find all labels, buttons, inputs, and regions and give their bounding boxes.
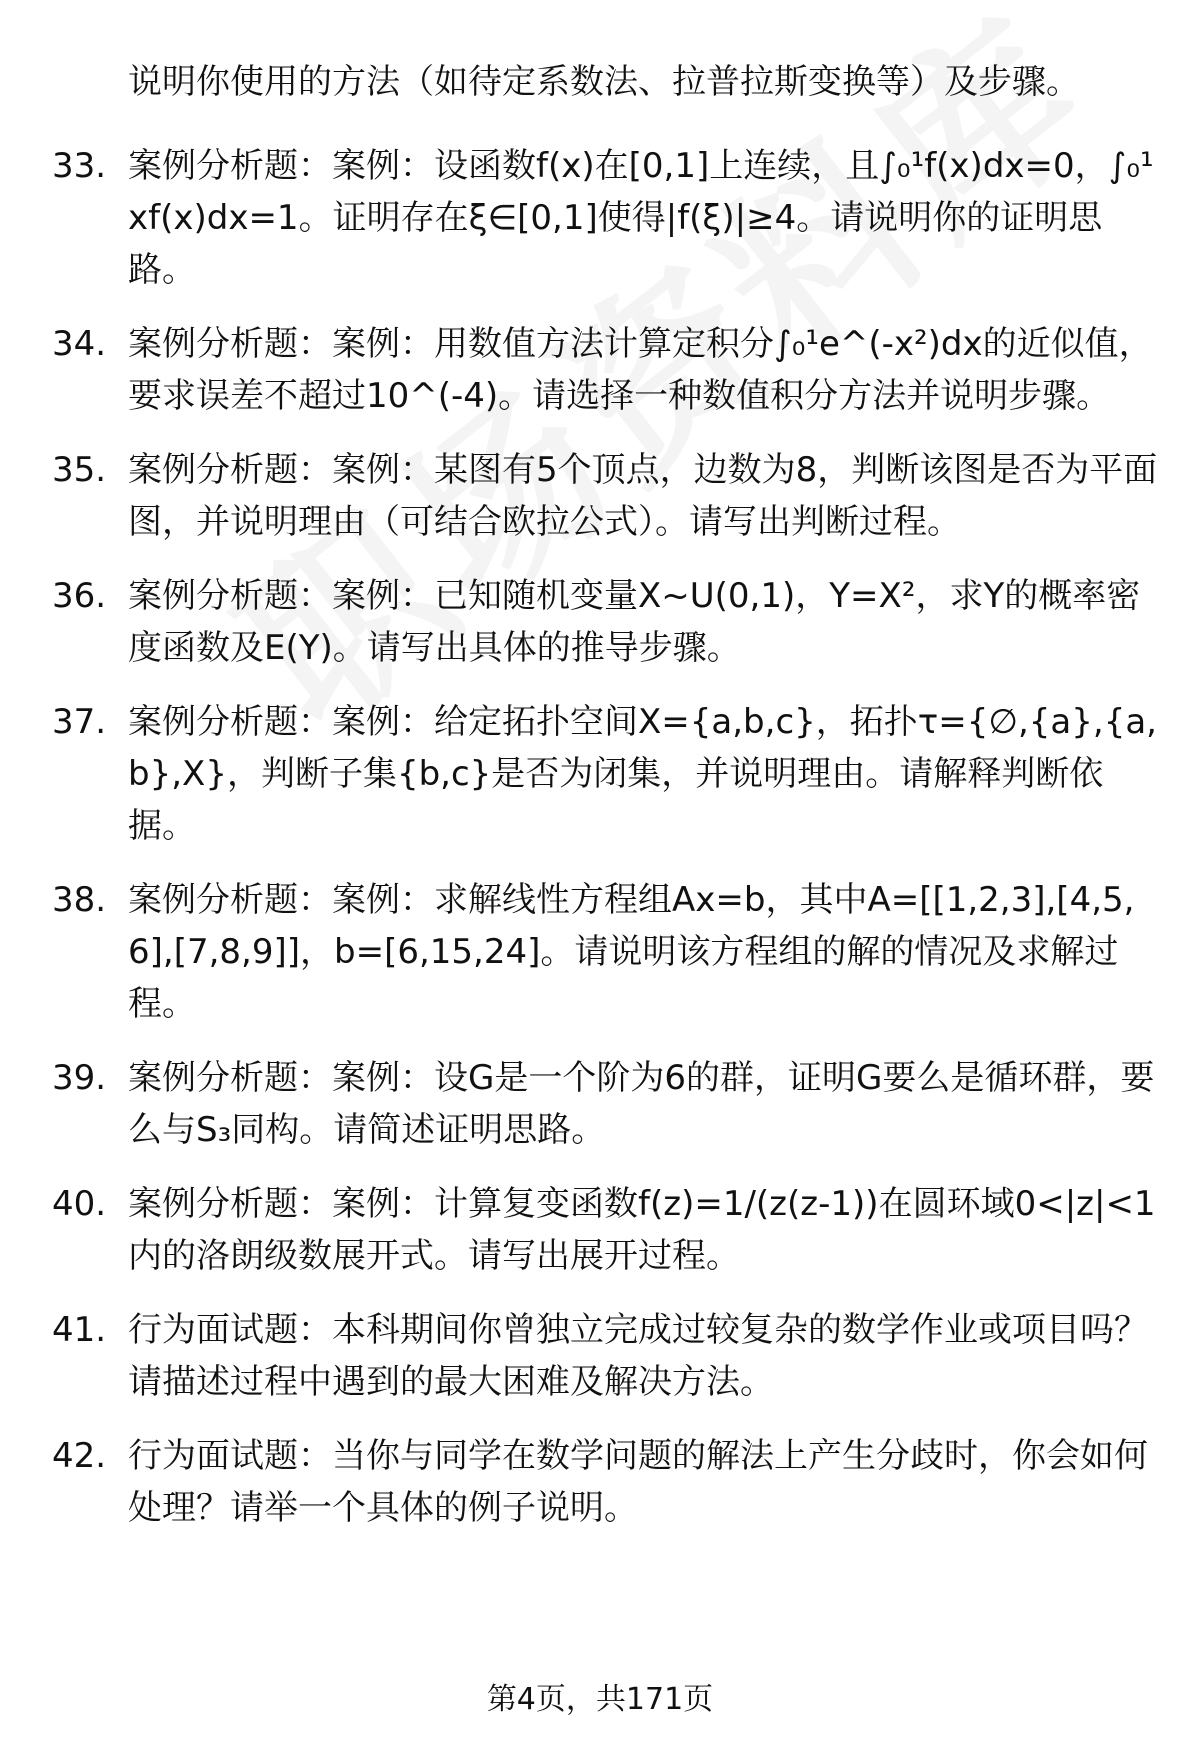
question-text: 案例分析题：案例：设函数f(x)在[0,1]上连续，且∫₀¹f(x)dx=0，∫₀¹xf(x)dx=1。证明存在ξ∈[0,1]使得|f(ξ)|≥4。请说明你的证明思路。 — [128, 146, 1154, 290]
question-number: 38. — [52, 880, 107, 920]
question-text: 案例分析题：案例：计算复变函数f(z)=1/(z(z-1))在圆环域0<|z|<1内的洛朗级数展开式。请写出展开过程。 — [128, 1184, 1156, 1276]
question-item — [52, 1304, 1162, 1408]
question-number: 35. — [52, 450, 107, 490]
question-item — [52, 444, 1162, 548]
question-item — [52, 696, 1162, 852]
question-item — [52, 874, 1162, 1030]
question-text: 案例分析题：案例：某图有5个顶点，边数为8，判断该图是否为平面图，并说明理由（可结合欧拉公式）。请写出判断过程。 — [128, 450, 1158, 542]
question-item — [52, 1052, 1162, 1156]
question-number: 42. — [52, 1436, 107, 1476]
question-number: 39. — [52, 1058, 107, 1098]
question-item — [52, 1430, 1162, 1534]
question-text: 案例分析题：案例：已知随机变量X~U(0,1)，Y=X²，求Y的概率密度函数及E(Y)。请写出具体的推导步骤。 — [128, 576, 1141, 668]
question-text: 案例分析题：案例：设G是一个阶为6的群，证明G要么是循环群，要么与S₃同构。请简述证明思路。 — [128, 1058, 1155, 1150]
question-text: 行为面试题：本科期间你曾独立完成过较复杂的数学作业或项目吗？请描述过程中遇到的最大困难及解决方法。 — [128, 1310, 1148, 1402]
question-text: 行为面试题：当你与同学在数学问题的解法上产生分歧时，你会如何处理？请举一个具体的例子说明。 — [128, 1436, 1148, 1528]
question-text: 案例分析题：案例：求解线性方程组Ax=b，其中A=[[1,2,3],[4,5,6],[7,8,9]]，b=[6,15,24]。请说明该方程组的解的情况及求解过程。 — [128, 880, 1135, 1024]
question-text: 案例分析题：案例：给定拓扑空间X={a,b,c}，拓扑τ={∅,{a},{a,b},X}，判断子集{b,c}是否为闭集，并说明理由。请解释判断依据。 — [128, 702, 1157, 846]
question-number: 33. — [52, 146, 107, 186]
question-item — [52, 570, 1162, 674]
question-list — [52, 140, 1162, 1556]
question-number: 37. — [52, 702, 107, 742]
continuation-text: 说明你使用的方法（如待定系数法、拉普拉斯变换等）及步骤。 — [128, 62, 1080, 102]
question-text: 案例分析题：案例：用数值方法计算定积分∫₀¹e^(-x²)dx的近似值，要求误差不超过10^(-4)。请选择一种数值积分方法并说明步骤。 — [128, 324, 1153, 416]
question-item — [52, 140, 1162, 296]
question-item — [52, 1178, 1162, 1282]
question-number: 41. — [52, 1310, 107, 1350]
question-item — [52, 318, 1162, 422]
question-number: 36. — [52, 576, 107, 616]
question-number: 34. — [52, 324, 107, 364]
question-number: 40. — [52, 1184, 107, 1224]
page-footer: 第4页，共171页 — [486, 1682, 714, 1717]
